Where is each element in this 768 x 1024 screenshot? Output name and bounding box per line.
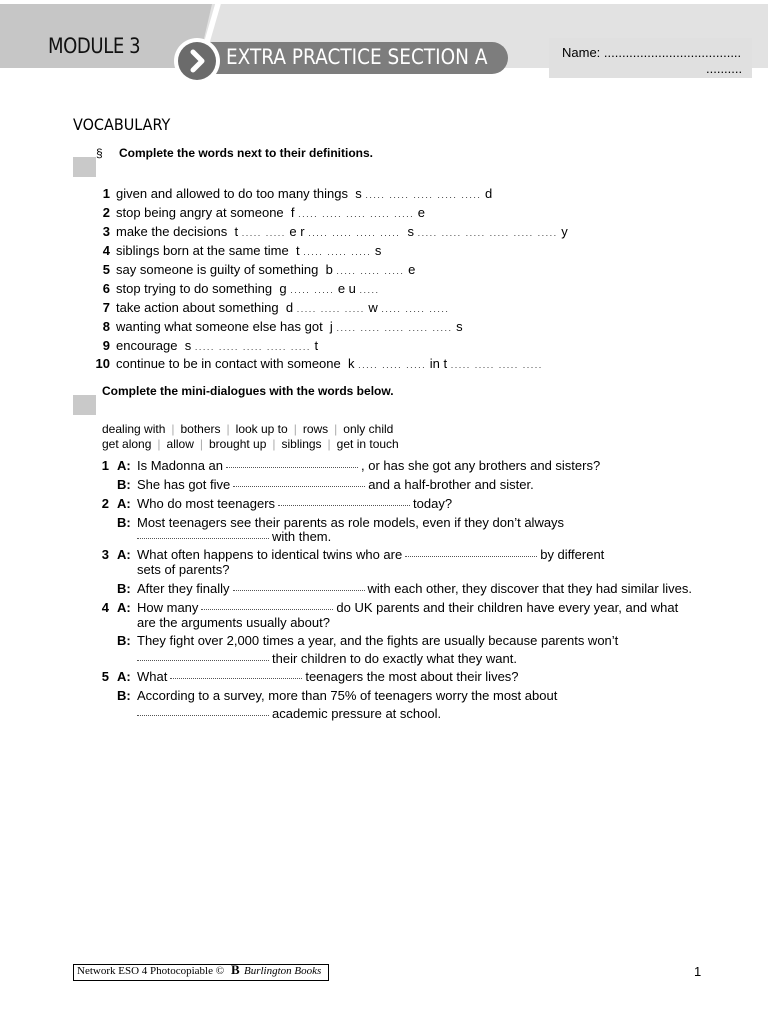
word-bank-item: dealing with — [102, 422, 166, 436]
exercise-1-instruction: Complete the words next to their definitions. — [119, 146, 374, 160]
item-number: 2 — [102, 205, 110, 220]
exercise-2-instruction: Complete the mini-dialogues with the words below. — [102, 384, 394, 398]
letter-hint: t — [314, 338, 319, 353]
word-bank-item: look up to — [235, 422, 288, 436]
letter-hint: e — [408, 262, 416, 277]
section-heading: VOCABULARY — [73, 115, 171, 134]
letter-hint: s — [184, 338, 192, 353]
dialogue-line: What often happens to identical twins who are by different — [137, 547, 605, 562]
speaker-a: A: — [117, 458, 131, 473]
letter-hint: e r — [289, 224, 305, 239]
item-number: 10 — [95, 356, 110, 371]
letter-hint: s — [407, 224, 414, 239]
vocab-item — [92, 281, 712, 300]
item-definition: take action about something — [116, 300, 279, 315]
exercise-1-marker — [73, 157, 96, 177]
word-bank-row-1 — [102, 422, 393, 436]
answer-blank[interactable] — [137, 707, 269, 716]
letter-hint: f — [290, 205, 295, 220]
section-bullet: § — [96, 146, 103, 160]
letter-blanks[interactable]: ..... ..... ..... ..... ..... — [298, 209, 415, 219]
word-separator: | — [226, 422, 230, 436]
item-number: 3 — [102, 224, 110, 239]
letter-hint: d — [285, 300, 294, 315]
answer-blank[interactable] — [137, 652, 269, 661]
item-number: 1 — [102, 186, 110, 201]
word-separator: | — [272, 437, 276, 451]
item-definition: say someone is guilty of something — [116, 262, 319, 277]
vocab-item — [92, 205, 712, 224]
dialogue-line: sets of parents? — [137, 562, 230, 577]
dialogue-line: How many do UK parents and their children have every year, and what — [137, 600, 679, 615]
vocab-item — [92, 319, 712, 338]
letter-hint: k — [348, 356, 355, 371]
speaker-b: B: — [117, 633, 131, 648]
letter-blanks[interactable]: ..... ..... ..... ..... ..... — [365, 190, 482, 200]
vocab-item — [92, 224, 712, 243]
dialogue-line: After they finally with each other, they discover that they had similar lives. — [137, 581, 692, 596]
dialogue-number: 5 — [101, 669, 109, 684]
dialogue-number: 4 — [101, 600, 109, 615]
letter-blanks[interactable]: ..... ..... ..... ..... — [450, 360, 543, 370]
word-bank-item: siblings — [281, 437, 322, 451]
letter-blanks[interactable]: ..... ..... ..... — [303, 247, 372, 257]
chevron-right-icon — [178, 42, 216, 80]
dialogue-line: According to a survey, more than 75% of teenagers worry the most about — [137, 688, 558, 703]
dialogue-line: with them. — [134, 529, 331, 544]
exercise-2-marker — [73, 395, 96, 415]
word-bank-item: brought up — [209, 437, 267, 451]
letter-hint: e u — [337, 281, 356, 296]
letter-hint: t — [234, 224, 239, 239]
answer-blank[interactable] — [233, 478, 365, 487]
speaker-a: A: — [117, 669, 131, 684]
letter-blanks[interactable]: ..... ..... ..... — [358, 360, 427, 370]
speaker-b: B: — [117, 581, 131, 596]
letter-hint: t — [295, 243, 300, 258]
item-definition: stop trying to do something — [116, 281, 273, 296]
dialogue-number: 2 — [101, 496, 109, 511]
word-bank-item: get in touch — [336, 437, 399, 451]
letter-blanks[interactable]: ..... — [359, 285, 380, 295]
dialogue-line: What teenagers the most about their lives? — [137, 669, 519, 684]
word-separator: | — [157, 437, 161, 451]
dialogue-line: their children to do exactly what they want. — [134, 651, 517, 666]
letter-blanks[interactable]: ..... ..... ..... ..... ..... ..... — [417, 228, 558, 238]
word-bank-row-2 — [102, 437, 399, 451]
item-number: 7 — [102, 300, 110, 315]
speaker-a: A: — [117, 547, 131, 562]
item-number: 5 — [102, 262, 110, 277]
letter-hint: in t — [429, 356, 448, 371]
word-separator: | — [293, 422, 297, 436]
dialogue-line: academic pressure at school. — [134, 706, 441, 721]
speaker-a: A: — [117, 496, 131, 511]
answer-blank[interactable] — [137, 530, 269, 539]
section-title-banner: EXTRA PRACTICE SECTION A — [226, 45, 488, 69]
item-definition: siblings born at the same time — [116, 243, 289, 258]
dialogue-line: She has got five and a half-brother and sister. — [137, 477, 534, 492]
answer-blank[interactable] — [226, 459, 358, 468]
module-title: MODULE 3 — [48, 34, 141, 58]
letter-hint: j — [329, 319, 333, 334]
word-separator: | — [334, 422, 338, 436]
letter-hint: s — [355, 186, 362, 201]
answer-blank[interactable] — [233, 582, 365, 591]
item-number: 8 — [102, 319, 110, 334]
vocab-item — [92, 243, 712, 262]
vocab-item — [92, 300, 712, 319]
page-number: 1 — [694, 964, 702, 979]
vocab-item — [92, 356, 712, 375]
letter-blanks[interactable]: ..... ..... ..... — [336, 266, 405, 276]
item-number: 9 — [102, 338, 110, 353]
word-bank-item: only child — [343, 422, 394, 436]
vocab-item — [92, 262, 712, 281]
dialogue-line: Who do most teenagers today? — [137, 496, 453, 511]
word-separator: | — [327, 437, 331, 451]
name-field-continued[interactable]: .......... — [706, 61, 743, 76]
item-definition: given and allowed to do too many things — [116, 186, 348, 201]
speaker-a: A: — [117, 600, 131, 615]
word-bank-item: bothers — [180, 422, 221, 436]
letter-blanks[interactable]: ..... ..... ..... ..... — [308, 228, 401, 238]
dialogue-line: They fight over 2,000 times a year, and the fights are usually because parents won’t — [137, 633, 619, 648]
word-separator: | — [171, 422, 175, 436]
answer-blank[interactable] — [405, 548, 537, 557]
item-definition: continue to be in contact with someone — [116, 356, 341, 371]
word-bank-item: allow — [166, 437, 194, 451]
item-number: 4 — [102, 243, 110, 258]
footer-copyright: Network ESO 4 Photocopiable © — [77, 965, 225, 977]
letter-blanks[interactable]: ..... ..... ..... ..... ..... — [194, 342, 311, 352]
letter-blanks[interactable]: ..... ..... — [241, 228, 286, 238]
letter-hint: b — [325, 262, 333, 277]
answer-blank[interactable] — [278, 497, 410, 506]
letter-hint: w — [368, 300, 378, 315]
letter-hint: e — [417, 205, 426, 220]
word-bank-item: rows — [302, 422, 329, 436]
item-definition: make the decisions — [116, 224, 228, 239]
word-separator: | — [199, 437, 203, 451]
letter-hint: s — [374, 243, 382, 258]
speaker-b: B: — [117, 515, 131, 530]
item-definition: wanting what someone else has got — [116, 319, 323, 334]
letter-hint: s — [456, 319, 463, 334]
letter-blanks[interactable]: ..... ..... ..... — [296, 304, 365, 314]
footer-publisher: Burlington Books — [244, 965, 322, 977]
item-definition: encourage — [116, 338, 178, 353]
publisher-logo: B — [231, 962, 240, 977]
dialogue-number: 1 — [101, 458, 109, 473]
item-number: 6 — [102, 281, 110, 296]
letter-hint: d — [485, 186, 493, 201]
speaker-b: B: — [117, 688, 131, 703]
dialogue-line: are the arguments usually about? — [137, 615, 330, 630]
letter-blanks[interactable]: ..... ..... ..... — [381, 304, 450, 314]
vocab-item — [92, 186, 712, 205]
letter-blanks[interactable]: ..... ..... — [290, 285, 335, 295]
letter-hint: y — [561, 224, 568, 239]
answer-blank[interactable] — [170, 670, 302, 679]
answer-blank[interactable] — [201, 601, 333, 610]
name-field[interactable]: Name: ...................................... — [562, 45, 742, 60]
speaker-b: B: — [117, 477, 131, 492]
item-definition: stop being angry at someone — [116, 205, 284, 220]
vocab-item — [92, 338, 712, 357]
dialogue-number: 3 — [101, 547, 109, 562]
letter-blanks[interactable]: ..... ..... ..... ..... ..... — [336, 323, 453, 333]
word-bank-item: get along — [102, 437, 152, 451]
dialogue-line: Is Madonna an , or has she got any brothers and sisters? — [137, 458, 601, 473]
dialogue-line: Most teenagers see their parents as role models, even if they don’t always — [137, 515, 565, 530]
letter-hint: g — [279, 281, 287, 296]
